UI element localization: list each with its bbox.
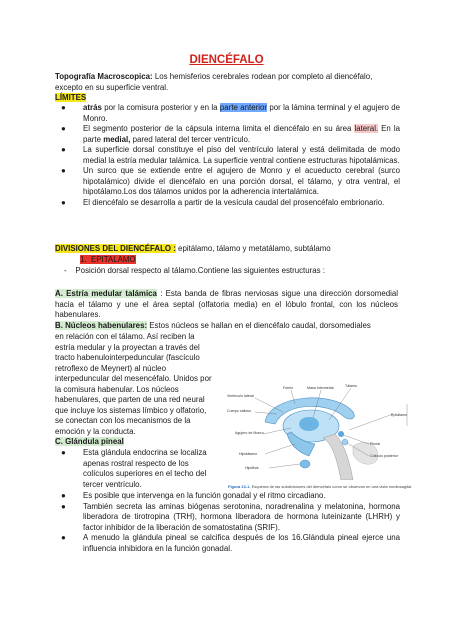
item-text: Es posible que intervenga en la función gonadal y el ritmo circadiano.: [83, 491, 326, 500]
text-line: en relación con el tálamo. Así reciben la: [55, 332, 195, 341]
label-ventriculo-lateral: Ventrículo lateral: [227, 394, 254, 398]
label-epitalamo: Epitálamo: [391, 413, 407, 417]
limites-heading: [55, 93, 398, 104]
label-coliculo-posterior: Colículo posterior: [370, 454, 398, 458]
intro-paragraph: [55, 72, 398, 93]
list-item: ● El diencéfalo se desarrolla a partir de la vesícula caudal del prosencéfalo embrionario.: [61, 197, 385, 207]
highlight-term: parte anterior: [219, 103, 268, 112]
epitalamo-dash-item: [64, 266, 407, 277]
text-line: se conectan con los mecanismos de la: [55, 416, 191, 425]
limites-list: [55, 103, 400, 208]
list-item: ● atrás por la comisura posterior y en la parte anterior por la lámina terminal y el agujero de Monro.: [61, 103, 400, 123]
text-line: Esta glándula endocrina se localiza: [83, 448, 207, 457]
text-line: emoción y la conducta.: [55, 426, 136, 436]
list-item: ● A menudo la glándula pineal se calcifica después de los 16.Glándula pineal ejerce una influencia inhibidora en la función gonadal.: [61, 533, 400, 553]
text-line: la comisura habenular. Los núcleos: [55, 384, 179, 394]
dash-text: Posición dorsal respecto al tálamo.Contiene las siguientes estructuras :: [75, 266, 325, 275]
diencephalon-figure: [225, 382, 415, 480]
list-item: ● La superficie dorsal constituye el piso del ventrículo lateral y está delimitada de modo medial la estría medular talámica. La superficie ventral contiene estructuras hipotalámicas.: [61, 145, 400, 165]
list-item: ● Un surco que se extiende entre el agujero de Monro y el acueducto cerebral (surco hipotalámico) divide el diencéfalo en una porción dorsal, el tálamo, y otra ventral, el hipotálamo.Los dos tálamos unidos por la adherencia intertalámica.: [61, 166, 400, 196]
item-text: El segmento posterior de la cápsula interna limita el diencéfalo en su área: [83, 124, 355, 133]
nucleos-text: Estos núcleos se hallan en el diencéfalo caudal, dorsomediales: [147, 321, 371, 330]
item-text: También secreta las aminas biógenas serotonina, noradrenalina y melatonina, hormona liberadora de tirotropina (TRH), hormona liberadora de hormona luteinizante (LHRH) y factor inhibidor de la liberación de somatostatina (SRIF).: [83, 501, 400, 532]
pineal-shape: [338, 431, 344, 437]
caption-text: Esquema de las subdivisiones del diencéfalo como se observan en una vista mediosagital.: [250, 484, 413, 489]
label-hipotalamo: Hipotálamo: [239, 452, 258, 456]
item-text: por la lámina terminal y el agujero de Monro.: [83, 103, 400, 123]
glandula-list: [55, 491, 400, 554]
page-title: DIENCÉFALO: [189, 54, 264, 66]
colliculus-shape: [342, 439, 348, 445]
bold-term: medial,: [103, 134, 131, 144]
list-item: ● Es posible que intervenga en la función gonadal y el ritmo circadiano.: [61, 491, 326, 500]
text-line: colículos superiores en el techo del: [83, 469, 207, 478]
glandula-first-item: [61, 448, 228, 490]
brainstem-shape: [323, 434, 353, 480]
masa-intermedia-shape: [299, 417, 319, 431]
text-line: estría medular y la proyectan a través del: [55, 342, 200, 352]
nucleos-heading: B. Núcleos habenulares:: [55, 321, 148, 330]
text-line: retroflexo de Meynert) al núcleo: [55, 363, 166, 373]
estria-paragraph: [55, 289, 398, 321]
epitalamo-subheading: [80, 255, 423, 266]
text-line: tercer ventrículo.: [83, 479, 142, 489]
figure-caption: [228, 484, 418, 489]
label-pineal: Pineal: [370, 442, 380, 446]
caption-label: Figura 13-1.: [228, 484, 251, 489]
nucleos-column: [55, 332, 223, 437]
item-text: Un surco que se extiende entre el agujero de Monro y el acueducto cerebral (surco hipotalámico) divide el diencéfalo en una porción dorsal, el tálamo, y otra ventral, el hipotálamo.Los dos tálamos unidos por la adherencia intertalámica.: [83, 166, 400, 196]
list-item: ● También secreta las aminas biógenas serotonina, noradrenalina y melatonina, hormona liberadora de tirotropina (TRH), hormona liberadora de hormona luteinizante (LHRH) y factor inhibidor de la liberación de somatostatina (SRIF).: [61, 501, 400, 532]
label-talamo: Tálamo: [345, 384, 357, 388]
item-text: por la comisura posterior y en la: [101, 103, 220, 112]
dash-glyph: -: [64, 266, 67, 275]
text-line: que incluye los sistemas límbico y olfatorio,: [55, 405, 207, 415]
text-line: interpeduncular del mesencéfalo. Unidos por: [55, 374, 212, 383]
estria-text: : Esta banda de fibras nerviosas sigue una dirección dorsomedial hacia el tálamo y une el área septal (olfatoria media) en el lóbulo frontal, con los núcleos habenulares.: [55, 289, 398, 319]
divisiones-text: epitálamo, tálamo y metatálamo, subtálamo: [175, 244, 331, 253]
label-cuerpo-calloso: Cuerpo calloso: [227, 409, 251, 413]
estria-heading: A. Estría medular talámica: [55, 289, 157, 298]
item-text: En la parte: [83, 124, 400, 144]
label-agujero-monro: Agujero de Monro: [235, 431, 264, 435]
divisiones-heading: DIVISIONES DEL DIENCÉFALO :: [55, 244, 176, 253]
highlight-term: lateral.: [354, 124, 379, 133]
intro-text: Los hemisferios cerebrales rodean por completo al diencéfalo, excepto en su superficie ventral.: [55, 72, 373, 92]
epitalamo-number: 1.: [80, 255, 87, 264]
limites-heading-text: LÍMITES: [55, 93, 87, 102]
text-line: habenulares, que parten de una red neural: [55, 395, 205, 404]
label-masa-intermedia: Masa intermedia: [307, 386, 334, 390]
text-line: apenas rostral respecto de los: [83, 458, 189, 468]
bold-term: atrás: [83, 103, 102, 112]
glandula-heading: C. Glándula pineal: [55, 437, 124, 446]
item-text: El diencéfalo se desarrolla a partir de la vesícula caudal del prosencéfalo embrionario.: [83, 197, 385, 207]
label-fornix: Fórnix: [283, 386, 293, 390]
epitalamo-heading: EPITALAMO: [90, 255, 136, 264]
item-text: A menudo la glándula pineal se calcifica después de los 16.Glándula pineal ejerce una influencia inhibidora en la función gonadal.: [83, 533, 400, 553]
divisiones-paragraph: [55, 244, 398, 255]
item-text: pared lateral del tercer ventrículo.: [130, 134, 251, 144]
nucleos-first-line: [55, 321, 398, 332]
text-line: tracto habenulointerpeduncular (fascículo: [55, 353, 200, 362]
label-hipofisis: Hipófisis: [245, 466, 259, 470]
bullet-dot: ●: [61, 448, 66, 457]
intro-label: Topografía Macroscopica:: [55, 72, 153, 81]
item-text: La superficie dorsal constituye el piso del ventrículo lateral y está delimitada de modo medial la estría medular talámica. La superficie ventral contiene estructuras hipotalámicas.: [83, 145, 400, 165]
list-item: ● El segmento posterior de la cápsula interna limita el diencéfalo en su área lateral. En la parte medial, pared lateral del tercer ventrículo.: [61, 124, 400, 144]
hypophysis-shape: [300, 460, 310, 468]
